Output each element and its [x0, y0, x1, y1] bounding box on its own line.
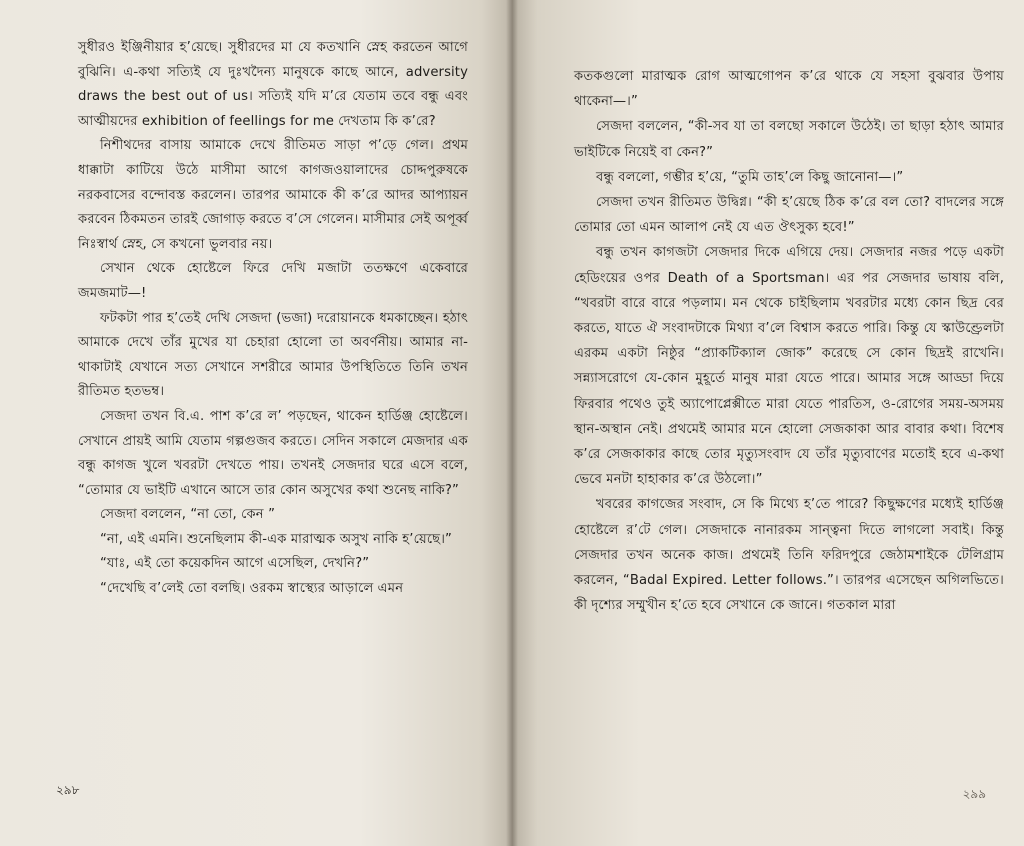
paragraph: সেজদা তখন বি.এ. পাশ ক’রে ল’ পড়ছেন, থাকেন হার্ডিঞ্জ হোষ্টেলে। সেখানে প্রায়ই আমি যেতাম গল্পগুজব করতে। সেদিন সকালে মেজদার এক বন্ধু কাগজ খুলে খবরটা দেখতে পায়। তখনই সেজদার ঘরে এসে বলে, “তোমার যে ভাইটি এখানে আসে তার কোন অসুখের কথা শুনেছ নাকি?”: [78, 408, 468, 498]
paragraph: খবরের কাগজের সংবাদ, সে কি মিথ্যে হ’তে পারে? কিছুক্ষণের মধ্যেই হার্ডিঞ্জ হোষ্টেলে র’টে গেল। সেজদাকে নানারকম সান্ত্বনা দিতে লাগলো সবাই। কিন্তু সেজদার তখন অনেক কাজ। প্রথমেই তিনি ফরিদপুরে জেঠামশাইকে টেলিগ্রাম করলেন, “Badal Expired. Letter follows.”। তারপর এসেছেন অগিলভিতে। কী দৃশ্যের সম্মুখীন হ’তে হবে সেখানে কে জানে। গতকাল মারা: [574, 497, 1004, 614]
paragraph: নিশীথদের বাসায় আমাকে দেখে রীতিমত সাড়া প’ড়ে গেল। প্রথম ধাক্কাটা কাটিয়ে উঠে মাসীমা আগে কাগজওয়ালাদের চোদ্দপুরুষকে নরকবাসের বন্দোবস্ত করলেন। তারপর আমাকে কী ক’রে আদর আপ্যায়ন করবেন ঠিকমতন তারই জোগাড় করতে ব’সে গেলেন। মাসীমার সেই অপূর্ব্ব নিঃস্বার্থ স্নেহ, সে কখনো ভুলবার নয়।: [78, 138, 468, 252]
paragraph: “যাঃ, এই তো কয়েকদিন আগে এসেছিল, দেখনি?”: [100, 556, 370, 572]
paragraph: “না, এই এমনি। শুনেছিলাম কী-এক মারাত্মক অসুখ নাকি হ’য়েছে।”: [100, 531, 452, 547]
page-number-right: ২৯৯: [962, 787, 986, 801]
right-page: [512, 0, 1024, 846]
paragraph: সেজদা বললেন, “না তো, কেন ”: [100, 507, 275, 523]
right-page-text: [574, 64, 1004, 618]
paragraph: “দেখেছি ব’লেই তো বলছি। ওরকম স্বাস্থ্যের আড়ালে এমন: [100, 581, 404, 597]
paragraph: বন্ধু তখন কাগজটা সেজদার দিকে এগিয়ে দেয়। সেজদার নজর পড়ে একটা হেডিংয়ের ওপর Death of a Sportsman। এর পর সেজদার ভাষায় বলি, “খবরটা বারে বারে পড়লাম। মন থেকে চাইছিলাম খবরটার মধ্যে কোন ছিদ্র বের করতে, যাতে ঐ সংবাদটাকে মিথ্যা ব’লে বিশ্বাস করতে পারি। কিন্তু যে স্কাউণ্ড্রেলটা এরকম একটা নিষ্ঠুর “প্র্যাকটিক্যাল জোক” করেছে সে কোন ছিদ্রই রাখেনি। সন্ন্যাসরোগে যে-কোন মুহূর্তে মানুষ মারা যেতে পারে। আমার সঙ্গে আড্ডা দিয়ে ফিরবার পথেও তুই অ্যাপোপ্লেক্সীতে মারা যেতে পারতিস, ও-রোগের সময়-অসময় স্থান-অস্থান নেই। প্রথমেই আমার মনে হোলো সেজকাকা আর বাবার কথা। বিশেষ ক’রে সেজকাকার কাছে তোর মৃত্যুসংবাদ যে তাঁর মৃত্যুবাণের মতোই হবে এ-কথা ভেবে মনটা হাহাকার ক’রে উঠলো।”: [574, 245, 1004, 488]
paragraph: সেজদা বললেন, “কী-সব যা তা বলছো সকালে উঠেই। তা ছাড়া হঠাৎ আমার ভাইটিকে নিয়েই বা কেন?”: [574, 119, 1004, 160]
paragraph: কতকগুলো মারাত্মক রোগ আত্মগোপন ক’রে থাকে যে সহসা বুঝবার উপায় থাকেনা—।”: [574, 69, 1004, 110]
paragraph: সেজদা তখন রীতিমত উদ্বিগ্ন। “কী হ’য়েছে ঠিক ক’রে বল তো? বাদলের সঙ্গে তোমার তো এমন আলাপ নেই যে এত ঔৎসুক্য হবে!”: [574, 195, 1004, 236]
paragraph: সেখান থেকে হোষ্টেলে ফিরে দেখি মজাটা ততক্ষণে একেবারে জমজমাট—!: [78, 261, 468, 301]
paragraph: বন্ধু বললো, গম্ভীর হ’য়ে, “তুমি তাহ’লে কিছু জানোনা—।”: [596, 169, 904, 185]
left-page-text: [78, 36, 468, 602]
paragraph: ফটকটা পার হ’তেই দেখি সেজদা (ভজা) দরোয়ানকে ধমকাচ্ছেন। হঠাৎ আমাকে দেখে তাঁর মুখের যা চেহারা হোলো তা অবর্ণনীয়। আমার না-থাকাটাই যেখানে সত্য সেখানে সশরীরে আমার উপস্থিতিতে তিনি তখন রীতিমত হতভম্ব।: [78, 310, 468, 400]
page-number-left: ২৯৮: [56, 783, 80, 797]
paragraph: সুধীরও ইঞ্জিনীয়ার হ’য়েছে। সুধীরদের মা যে কতখানি স্নেহ করতেন আগে বুঝিনি। এ-কথা সত্যিই যে দুঃখদৈন্য মানুষকে কাছে আনে, adversity draws the best out of us। সত্যিই যদি ম’রে যেতাম তবে বন্ধু এবং আত্মীয়দের exhibition of feellings for me দেখতাম কি ক’রে?: [78, 40, 468, 129]
book-gutter: [506, 0, 518, 846]
